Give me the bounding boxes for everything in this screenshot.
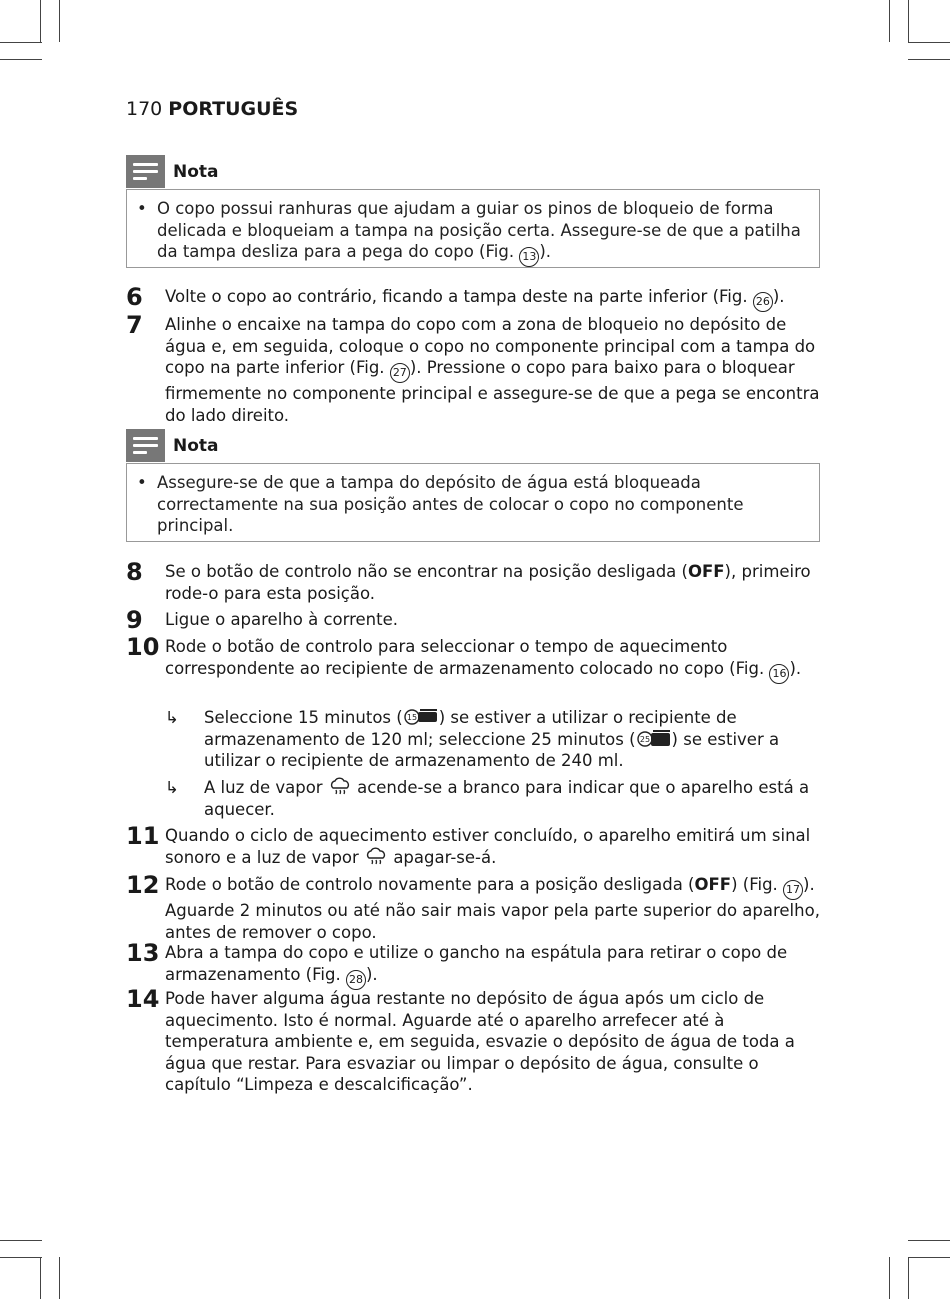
crop-mark xyxy=(889,0,890,42)
crop-mark xyxy=(908,1257,909,1299)
result-arrow-icon: ↳ xyxy=(165,778,179,797)
step-12 xyxy=(126,871,826,943)
step-number: 13 xyxy=(126,939,160,967)
step-text: Pode haver alguma água restante no depósito de água após um ciclo de aquecimento. Isto é normal. Aguarde até o aparelho arrefecer até à temperatura ambiente e, em seguida, esvazie o depósito de água de toda a água que restar. Para esvaziar ou limpar o depósito de água, consulte o capítulo “Limpeza e descalcificação”. xyxy=(165,989,795,1094)
step-text-end: ). xyxy=(789,658,802,678)
result-item xyxy=(165,777,825,820)
crop-mark xyxy=(0,1257,42,1258)
figure-reference: 13 xyxy=(519,247,539,267)
step-text: Se o botão de controlo não se encontrar na posição desligada ( xyxy=(165,562,688,581)
svg-text:25: 25 xyxy=(639,734,650,744)
crop-mark xyxy=(0,59,42,60)
svg-text:15: 15 xyxy=(406,713,417,722)
step-text: Volte o copo ao contrário, ficando a tampa deste na parte inferior (Fig. xyxy=(165,287,748,306)
figure-reference: 28 xyxy=(346,970,366,990)
crop-mark xyxy=(40,0,41,42)
step-text-end: apagar-se-á. xyxy=(393,847,497,867)
figure-reference: 17 xyxy=(783,880,803,900)
step-14 xyxy=(126,985,826,1096)
step-text: Abra a tampa do copo e utilize o gancho na espátula para retirar o copo de armazenamento (Fig. xyxy=(165,943,788,984)
crop-mark xyxy=(908,1240,950,1241)
step-number: 9 xyxy=(126,606,143,634)
step-text-end: ). xyxy=(772,287,785,306)
step-10 xyxy=(126,633,826,684)
result-text: ) se estiver a utilizar o recipiente de armazenamento de 120 ml; seleccione 25 minutos ( xyxy=(204,708,737,749)
step-8 xyxy=(126,558,826,604)
step-text: ) (Fig. xyxy=(731,875,778,894)
step-text: Ligue o aparelho à corrente. xyxy=(165,610,399,629)
timer-25-icon xyxy=(636,729,672,749)
timer-15-icon xyxy=(403,707,439,727)
figure-reference: 26 xyxy=(753,292,773,312)
section-language: PORTUGUÊS xyxy=(168,98,299,120)
note-lines-icon xyxy=(126,155,165,188)
step-number: 12 xyxy=(126,871,160,899)
step-text: Rode o botão de controlo novamente para a posição desligada ( xyxy=(165,875,695,894)
note-title: Nota xyxy=(173,161,219,182)
bullet: • xyxy=(137,199,147,218)
crop-mark xyxy=(40,1257,41,1299)
note-box xyxy=(126,463,820,542)
crop-mark xyxy=(0,1240,42,1241)
crop-mark xyxy=(908,1257,950,1258)
step-text: Rode o botão de controlo para seleccionar o tempo de aquecimento correspondente ao recipiente de armazenamento colocado no copo (Fig. xyxy=(165,637,765,678)
step-9 xyxy=(126,606,826,634)
step-11 xyxy=(126,822,826,868)
note-lines-icon xyxy=(126,429,165,462)
step-number: 6 xyxy=(126,283,143,311)
step-text: Quando o ciclo de aquecimento estiver concluído, o aparelho emitirá um sinal sonoro e a luz de vapor xyxy=(165,826,811,867)
note-title: Nota xyxy=(173,435,219,456)
off-label: OFF xyxy=(687,562,725,581)
note-header xyxy=(126,429,219,462)
step-text-end: ). xyxy=(365,964,378,984)
step-13 xyxy=(126,939,826,990)
page-number: 170 xyxy=(126,98,163,120)
step-text-end: ). Aguarde 2 minutos ou até não sair mais vapor pela parte superior do aparelho, antes de remover o copo. xyxy=(165,875,820,942)
note-text-end: ). xyxy=(539,242,552,261)
note-box xyxy=(126,189,820,268)
figure-reference: 27 xyxy=(390,363,410,383)
step-number: 14 xyxy=(126,985,160,1013)
step-number: 8 xyxy=(126,558,143,586)
step-text-end: ). Pressione o copo para baixo para o bloquear firmemente no componente principal e assegure-se de que a pega se encontra do lado direito. xyxy=(165,358,820,425)
result-text: acende-se a branco para indicar que o aparelho está a aquecer. xyxy=(204,778,810,819)
step-text: Alinhe o encaixe na tampa do copo com a zona de bloqueio no depósito de água e, em seguida, coloque o copo no componente principal com a tampa do copo na parte inferior (Fig. xyxy=(165,315,816,377)
note-text: O copo possui ranhuras que ajudam a guiar os pinos de bloqueio de forma delicada e bloqueiam a tampa na posição certa. Assegure-se de que a patilha da tampa desliza para a pega do copo (Fig. xyxy=(157,199,801,261)
crop-mark xyxy=(0,42,42,43)
result-text: Seleccione 15 minutos ( xyxy=(204,708,403,727)
bullet: • xyxy=(137,473,147,492)
crop-mark xyxy=(59,1257,60,1299)
figure-reference: 16 xyxy=(769,664,789,684)
step-text-end: ), primeiro rode-o para esta posição. xyxy=(165,562,811,603)
step-6 xyxy=(126,283,826,312)
step-number: 11 xyxy=(126,822,160,850)
result-text: ) se estiver a utilizar o recipiente de armazenamento de 240 ml. xyxy=(204,729,780,770)
note-text: Assegure-se de que a tampa do depósito de água está bloqueada correctamente na sua posição antes de colocar o copo no componente principal. xyxy=(157,473,744,535)
note-header xyxy=(126,155,219,188)
result-text: A luz de vapor xyxy=(204,778,323,797)
steam-cloud-icon xyxy=(364,847,388,867)
steam-cloud-icon xyxy=(328,777,352,797)
step-number: 7 xyxy=(126,311,143,339)
off-label: OFF xyxy=(694,875,732,894)
result-arrow-icon: ↳ xyxy=(165,708,179,727)
crop-mark xyxy=(908,0,909,42)
step-number: 10 xyxy=(126,633,160,661)
step-7 xyxy=(126,311,826,426)
crop-mark xyxy=(889,1257,890,1299)
result-item xyxy=(165,707,825,772)
crop-mark xyxy=(59,0,60,42)
crop-mark xyxy=(908,42,950,43)
page-header xyxy=(126,98,298,120)
crop-mark xyxy=(908,59,950,60)
